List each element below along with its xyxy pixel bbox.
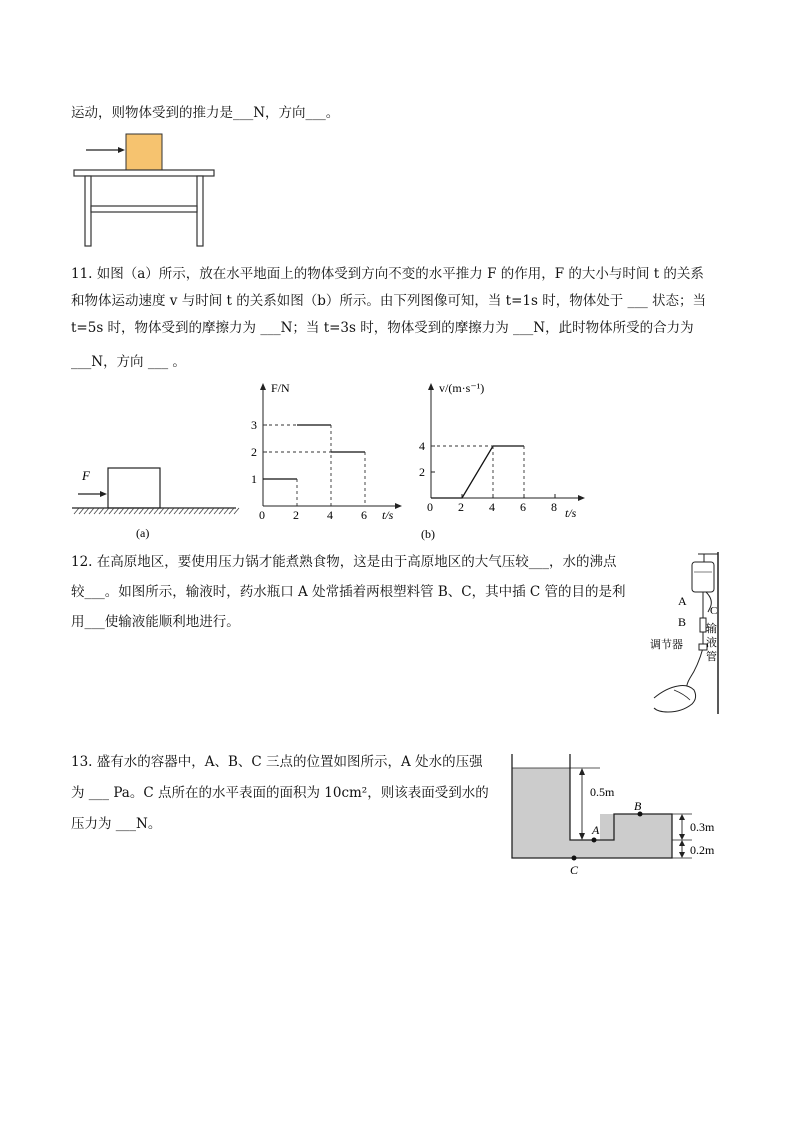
q12-text-line-2: 较___。如图所示，输液时，药水瓶口 A 处常插着两根塑料管 B、C，其中插 C 管的目的是利	[71, 584, 626, 600]
table-leg-right	[197, 176, 203, 246]
x-tick-label: 2	[458, 500, 464, 514]
hatch-mark	[104, 508, 109, 514]
q12-text-line-1: 12. 在高原地区，要使用压力锅才能煮熟食物，这是由于高原地区的大气压较___，水的沸点	[71, 554, 617, 570]
table-leg-left	[85, 176, 91, 246]
q12-iv-drip-figure	[648, 548, 724, 718]
hatch-mark	[169, 508, 174, 514]
hatch-mark	[174, 508, 179, 514]
x-tick-label: 6	[520, 500, 526, 514]
label-a: A	[592, 823, 600, 837]
q13-container-figure	[508, 752, 728, 882]
hatch-mark	[234, 508, 239, 514]
tube-char-2: 液	[706, 636, 717, 649]
force-label: F	[82, 468, 90, 483]
q13-text-line-2: 为 ___ Pa。C 点所在的水平表面的面积为 10cm²，则该表面受到水的	[71, 785, 489, 801]
hatch-mark	[84, 508, 89, 514]
y-tick-label: 3	[251, 418, 257, 432]
x-tick-label: 4	[489, 500, 495, 514]
tube-char-1: 输	[706, 622, 717, 635]
q13-text-line-1: 13. 盛有水的容器中，A、B、C 三点的位置如图所示，A 处水的压强	[71, 754, 483, 770]
hatch-mark	[229, 508, 234, 514]
xlabel: t/s	[565, 506, 577, 520]
dim-top: 0.5m	[590, 785, 615, 799]
q11-figure-a	[70, 460, 240, 545]
q11-velocity-time-graph	[413, 378, 593, 543]
y-tick-label: 2	[251, 445, 257, 459]
q12-text-line-3: 用___使输液能顺利地进行。	[71, 614, 240, 630]
hatch-mark	[109, 508, 114, 514]
caption-a: (a)	[136, 526, 150, 540]
table-top	[74, 170, 214, 176]
x-tick-label: 0	[259, 508, 265, 522]
y-tick-label: 4	[419, 439, 425, 453]
hatch-mark	[74, 508, 79, 514]
label-b: B	[678, 615, 687, 629]
hatch-mark	[89, 508, 94, 514]
hatch-mark	[224, 508, 229, 514]
hatch-mark	[114, 508, 119, 514]
hatch-mark	[159, 508, 164, 514]
y-tick-label: 2	[419, 465, 425, 479]
velocity-line	[431, 446, 524, 498]
label-c: C	[570, 863, 579, 877]
hatch-mark	[179, 508, 184, 514]
hatch-mark	[149, 508, 154, 514]
hatch-mark	[189, 508, 194, 514]
hatch-mark	[139, 508, 144, 514]
point-c	[572, 856, 577, 861]
medicine-bottle	[692, 562, 714, 592]
hatch-mark	[119, 508, 124, 514]
hatch-mark	[124, 508, 129, 514]
hatch-mark	[144, 508, 149, 514]
hand-drawing	[654, 686, 696, 713]
caption-b: (b)	[421, 527, 435, 541]
ground-hatch	[74, 508, 239, 514]
q11-text-line-4: ___N，方向 ___ 。	[71, 354, 186, 370]
dim-mid: 0.3m	[690, 820, 715, 834]
dim-bottom: 0.2m	[690, 843, 715, 857]
hatch-mark	[209, 508, 214, 514]
hatch-mark	[154, 508, 159, 514]
x-tick-label: 6	[361, 508, 367, 522]
q11-text-line-2: 和物体运动速度 v 与时间 t 的关系如图（b）所示。由下列图像可知，当 t=1s 时，物体处于 ___ 状态；当	[71, 293, 707, 309]
hatch-mark	[184, 508, 189, 514]
q11-text-line-1: 11. 如图（a）所示，放在水平地面上的物体受到方向不变的水平推力 F 的作用，F 的大小与时间 t 的关系	[71, 266, 704, 282]
x-tick-label: 4	[327, 508, 333, 522]
label-b: B	[634, 799, 642, 813]
tube-char-3: 管	[706, 650, 717, 663]
orange-block	[126, 134, 162, 170]
q10-text-line: 运动，则物体受到的推力是___N，方向___。	[71, 105, 340, 121]
xlabel: t/s	[382, 508, 394, 522]
block	[108, 468, 160, 508]
label-a: A	[678, 594, 687, 608]
hatch-mark	[194, 508, 199, 514]
q10-table-figure	[70, 128, 220, 250]
ylabel: F/N	[271, 381, 290, 395]
hatch-mark	[214, 508, 219, 514]
x-tick-label: 8	[551, 500, 557, 514]
x-tick-label: 2	[293, 508, 299, 522]
water-region	[512, 768, 672, 858]
y-tick-label: 1	[251, 472, 257, 486]
x-tick-label: 0	[427, 500, 433, 514]
hatch-mark	[204, 508, 209, 514]
hatch-mark	[99, 508, 104, 514]
hatch-mark	[219, 508, 224, 514]
hatch-mark	[94, 508, 99, 514]
q13-text-line-3: 压力为 ___N。	[71, 816, 162, 832]
label-c: C	[710, 605, 718, 617]
hatch-mark	[129, 508, 134, 514]
ylabel: v/(m·s⁻¹)	[439, 381, 485, 395]
table-crossbar	[91, 206, 197, 212]
q11-text-line-3: t=5s 时，物体受到的摩擦力为 ___N；当 t=3s 时，物体受到的摩擦力为 ___N，此时物体所受的合力为	[71, 320, 694, 336]
point-a	[592, 838, 597, 843]
regulator-label: 调节器	[650, 638, 683, 651]
hatch-mark	[164, 508, 169, 514]
hatch-mark	[134, 508, 139, 514]
hatch-mark	[199, 508, 204, 514]
hatch-mark	[79, 508, 84, 514]
q11-force-time-graph	[245, 378, 405, 523]
